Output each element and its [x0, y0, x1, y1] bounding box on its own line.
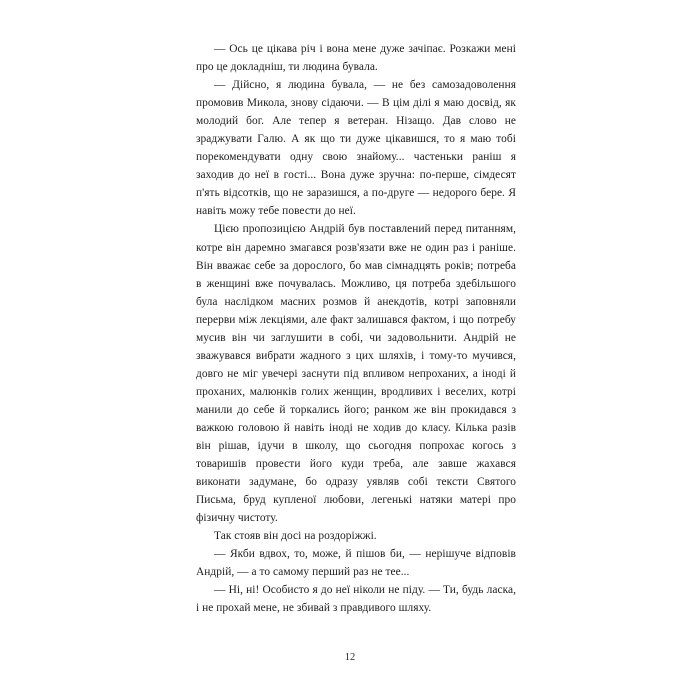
paragraph: Так стояв він досі на роздоріжжі. [214, 530, 377, 543]
page-number: 12 [344, 652, 356, 663]
body-text [196, 40, 516, 618]
paragraph: — Якби вдвох, то, може, й пішов би, — нерішуче відповів Андрій, — а то самому перший раз не тее... [196, 548, 516, 579]
paragraph: Цією пропозицією Андрій був поставлений перед питанням, котре він даремно змагався розв'язати вже не один раз і раніше. Він вважає себе за дорослого, бо мав сімнадцять років; потреба в женщині вже почувалась. Можливо, ця потреба здебільшого була наслідком масних розмов й анекдотів, котрі заповняли перерви між лекціями, але факт залишався фактом, і що потребу мусив він чи заглушити в собі, чи задовольнити. Андрій не зважувався вибрати жадного з цих шляхів, і тому-то мучився, довго не міг увечері заснути під впливом непроханих, а іноді й прохaних, малюнків голих женщин, вродливих і веселих, котрі манили до себе й торкались його; ранком же він прокидався з важкою головою й навіть іноді не ходив до класу. Кілька разів він рішав, ідучи в школу, що сьогодня попрохає когось з товаришів провести його куди треба, але завше жахався виконати задумане, бо одразу уявляв собі тексти Святого Письма, бруд купленої любови, легенькі натяки матері про фізичну чистоту. [196, 223, 516, 525]
paragraph: — Ось це цікава річ і вона мене дуже зачіпає. Розкажи мені про це докладніш, ти людина бувала. [196, 43, 516, 74]
paragraph: — Ні, ні! Особисто я до неї ніколи не піду. — Ти, будь ласка, і не прохай мене, не збивай з правдивого шляху. [196, 584, 516, 615]
paragraph: — Дійсно, я людина бувала, — не без самозадоволення промовив Микола, знову сідаючи. — В цім ділі я маю досвід, як молодий бог. Але тепер я ветеран. Нізащо. Дав слово не зраджувати Галю. А як що ти дуже цікавишся, то я маю тобі порекомендувати одну свою знайому... частеньки раніш я заходив до неї в гості... Вона дуже зручна: по-перше, сімдесят п'ять відсотків, що не заразишся, а по-друге — недорого бере. Я навіть можу тебе повести до неї. [196, 79, 516, 218]
